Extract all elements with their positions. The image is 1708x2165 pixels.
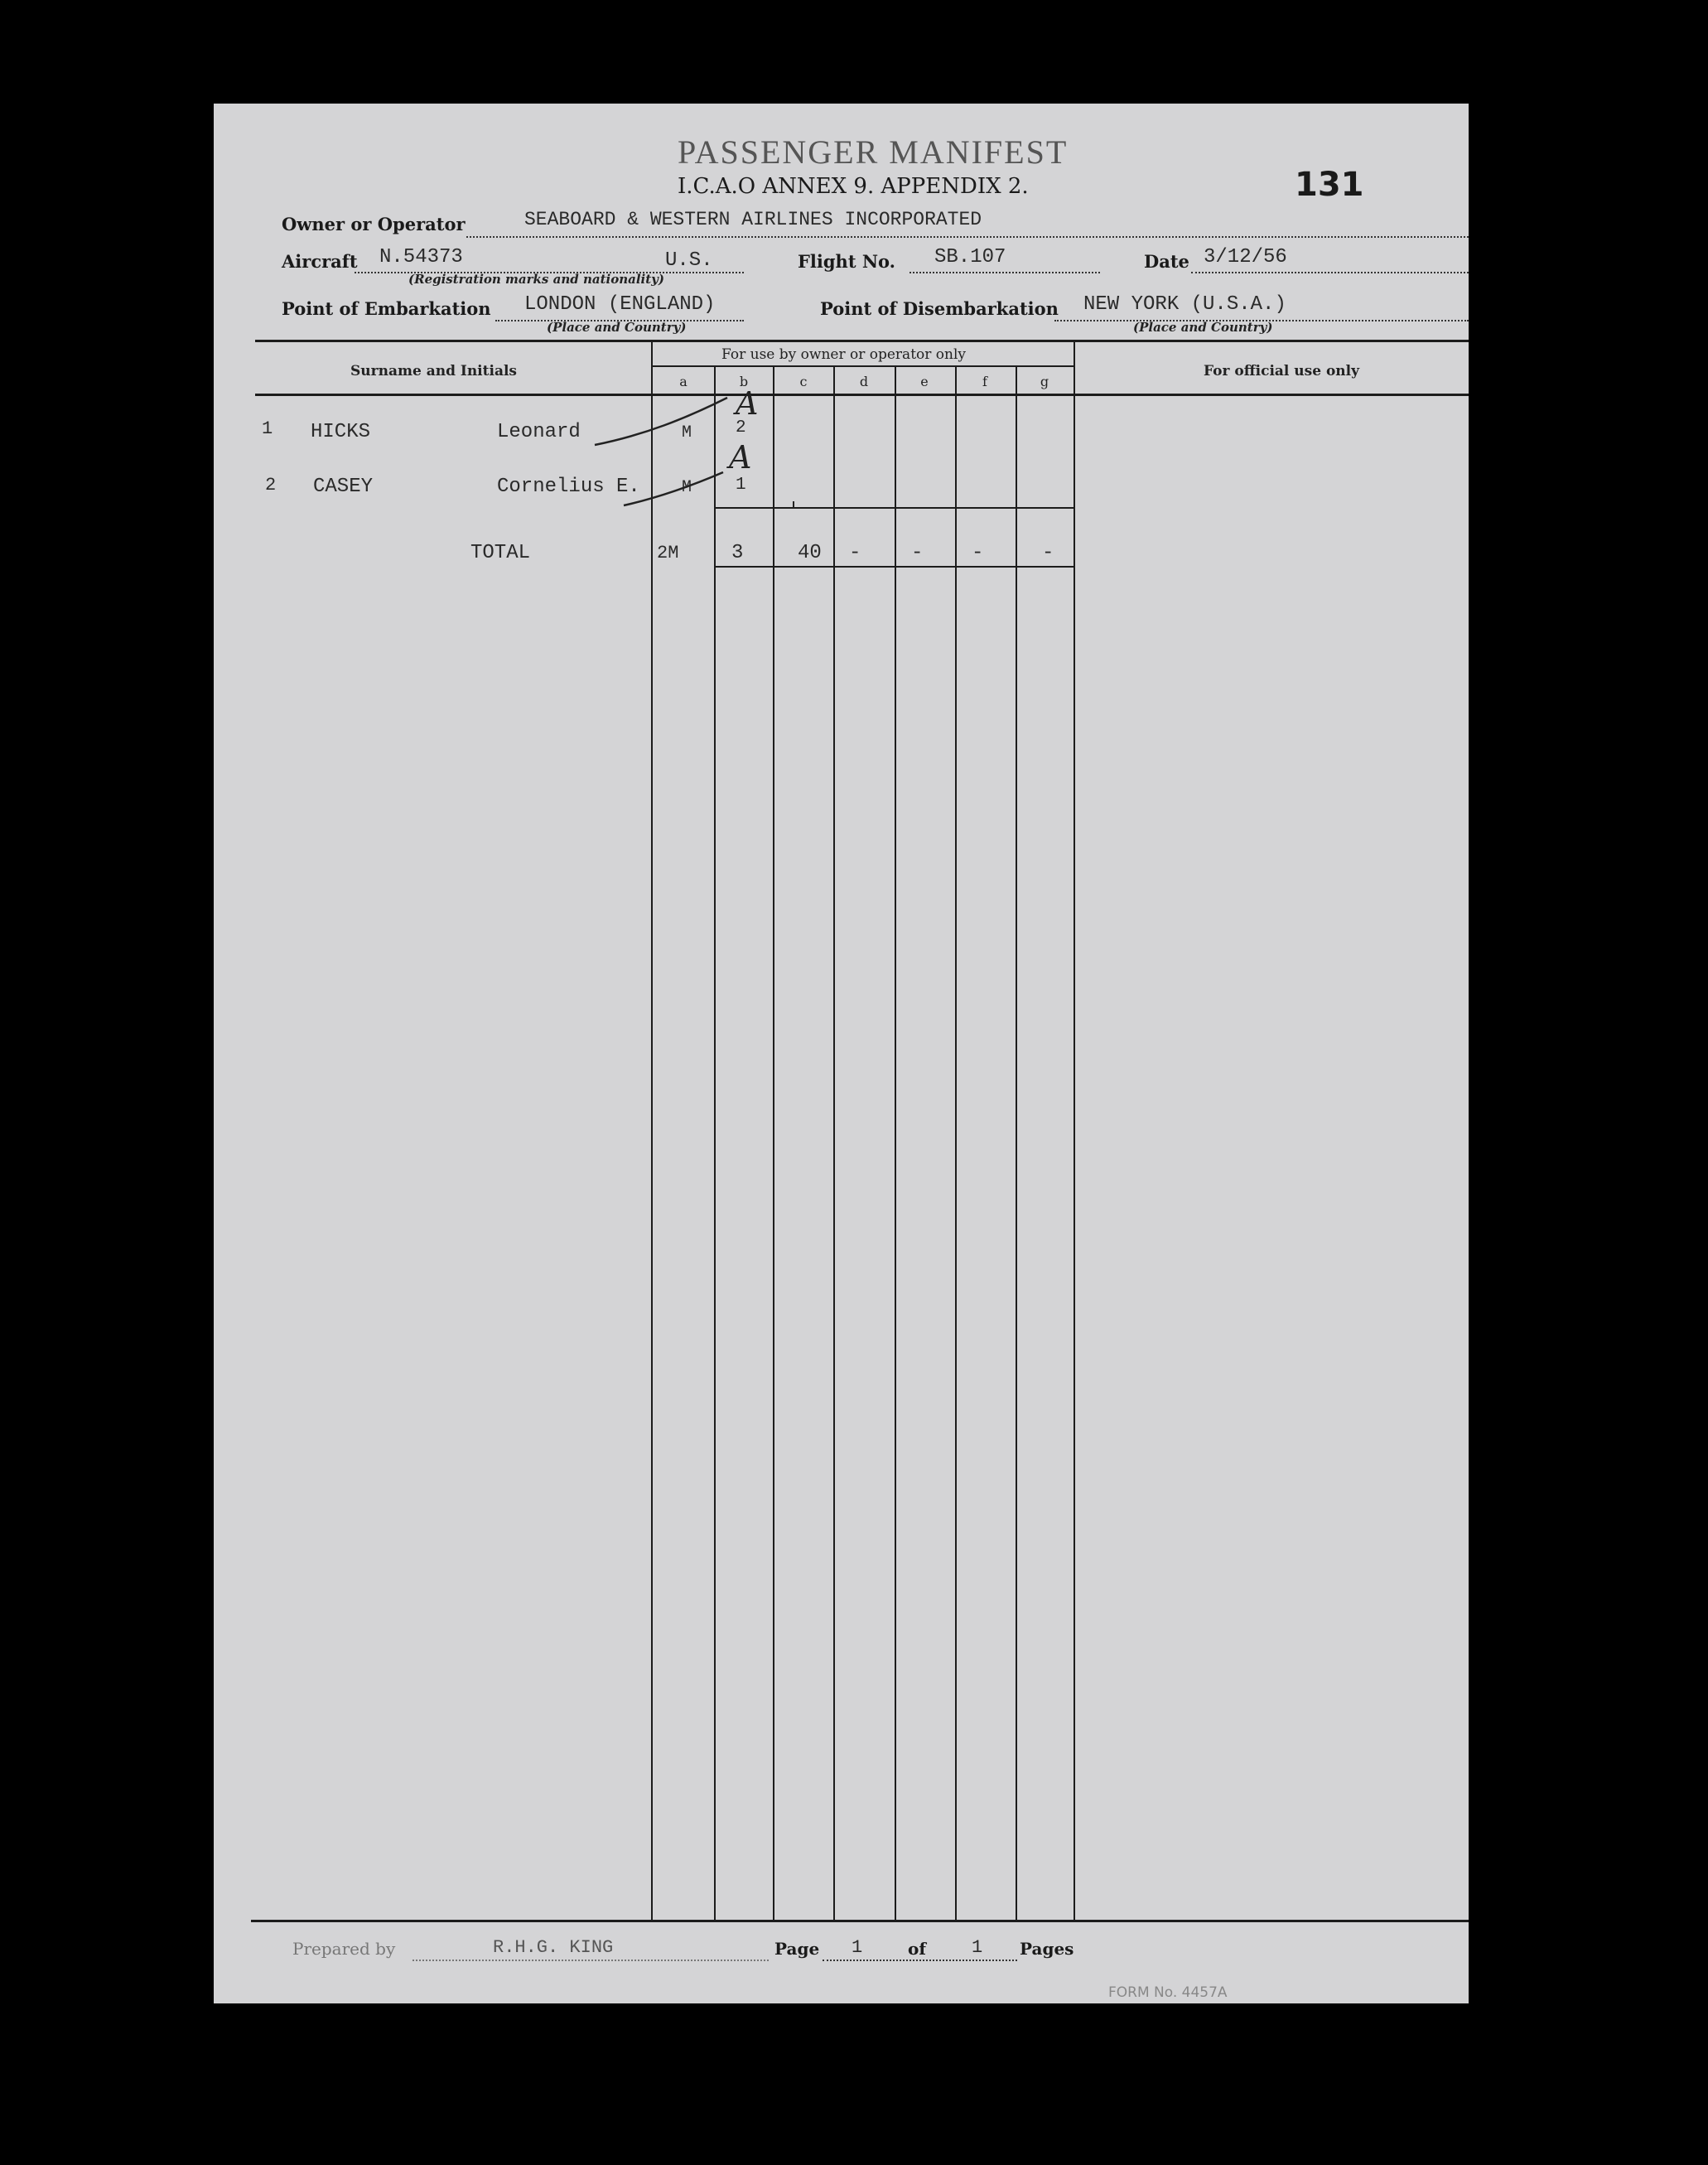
flight-value: SB.107 — [934, 246, 1006, 268]
footer-page-label: Page — [774, 1939, 820, 1959]
aircraft-label: Aircraft — [282, 251, 358, 272]
owner-value: SEABOARD & WESTERN AIRLINES INCORPORATED — [524, 209, 982, 230]
owner-use-header: For use by owner or operator only — [721, 346, 967, 363]
prepared-by-label: Prepared by — [292, 1939, 396, 1959]
footer-of-label: of — [908, 1939, 926, 1959]
aircraft-note: (Registration marks and nationality) — [408, 272, 664, 287]
total-col-c: 40 — [798, 542, 822, 564]
total-col-f: - — [972, 542, 984, 564]
row2-surname: CASEY — [313, 476, 374, 498]
disembarkation-note: (Place and Country) — [1133, 320, 1273, 335]
row2-col-b: 1 — [736, 476, 746, 495]
footer-of-value: 1 — [972, 1937, 983, 1958]
total-col-a: 2M — [657, 543, 679, 563]
pen-strokes — [214, 104, 1469, 601]
owner-label: Owner or Operator — [282, 214, 466, 234]
date-value: 3/12/56 — [1204, 246, 1287, 268]
footer-pages-label: Pages — [1020, 1939, 1074, 1959]
surname-header: Surname and Initials — [350, 363, 517, 379]
col-header-a: a — [679, 374, 688, 389]
manifest-subtitle: I.C.A.O ANNEX 9. APPENDIX 2. — [678, 174, 1029, 199]
manifest-sheet — [214, 104, 1469, 2003]
form-number: FORM No. 4457A — [1108, 1984, 1228, 2001]
disembarkation-label: Point of Disembarkation — [820, 298, 1059, 319]
manifest-title: PASSENGER MANIFEST — [678, 133, 1069, 171]
col-header-b: b — [739, 374, 749, 389]
row1-initials: Leonard — [497, 421, 581, 443]
row1-col-b: 2 — [736, 418, 746, 437]
flight-label: Flight No. — [798, 251, 895, 272]
row2-check-mark: A — [729, 439, 752, 476]
total-col-b: 3 — [731, 542, 744, 564]
aircraft-registration: N.54373 — [379, 246, 463, 268]
page-stamp-number: 131 — [1295, 166, 1364, 204]
disembarkation-value: NEW YORK (U.S.A.) — [1083, 293, 1286, 316]
page-dotted-line — [823, 1960, 1017, 1961]
row2-initials: Cornelius E. — [497, 476, 640, 498]
prepared-by-value: R.H.G. KING — [493, 1937, 614, 1958]
col-header-c: c — [799, 374, 808, 389]
col-header-f: f — [982, 374, 987, 389]
total-label: TOTAL — [470, 542, 531, 564]
col-header-d: d — [859, 374, 869, 389]
footer-top-rule — [251, 1920, 1469, 1922]
total-col-d: - — [849, 542, 861, 564]
row2-number: 2 — [265, 475, 277, 495]
row2-col-a: M — [682, 478, 692, 497]
row1-col-a: M — [682, 423, 692, 442]
col-header-g: g — [1040, 374, 1049, 389]
row1-surname: HICKS — [311, 421, 371, 443]
footer-page-value: 1 — [852, 1937, 863, 1958]
total-col-g: - — [1042, 542, 1054, 564]
col-header-e: e — [920, 374, 929, 389]
embarkation-value: LONDON (ENGLAND) — [524, 293, 716, 316]
official-use-header: For official use only — [1204, 363, 1360, 379]
embarkation-label: Point of Embarkation — [282, 298, 491, 319]
row1-number: 1 — [262, 418, 273, 439]
prepared-dotted-line — [413, 1960, 769, 1961]
date-label: Date — [1144, 251, 1189, 272]
embarkation-note: (Place and Country) — [547, 320, 687, 335]
aircraft-nationality: U.S. — [665, 249, 713, 272]
row1-check-mark: A — [736, 385, 759, 422]
total-col-e: - — [911, 542, 924, 564]
